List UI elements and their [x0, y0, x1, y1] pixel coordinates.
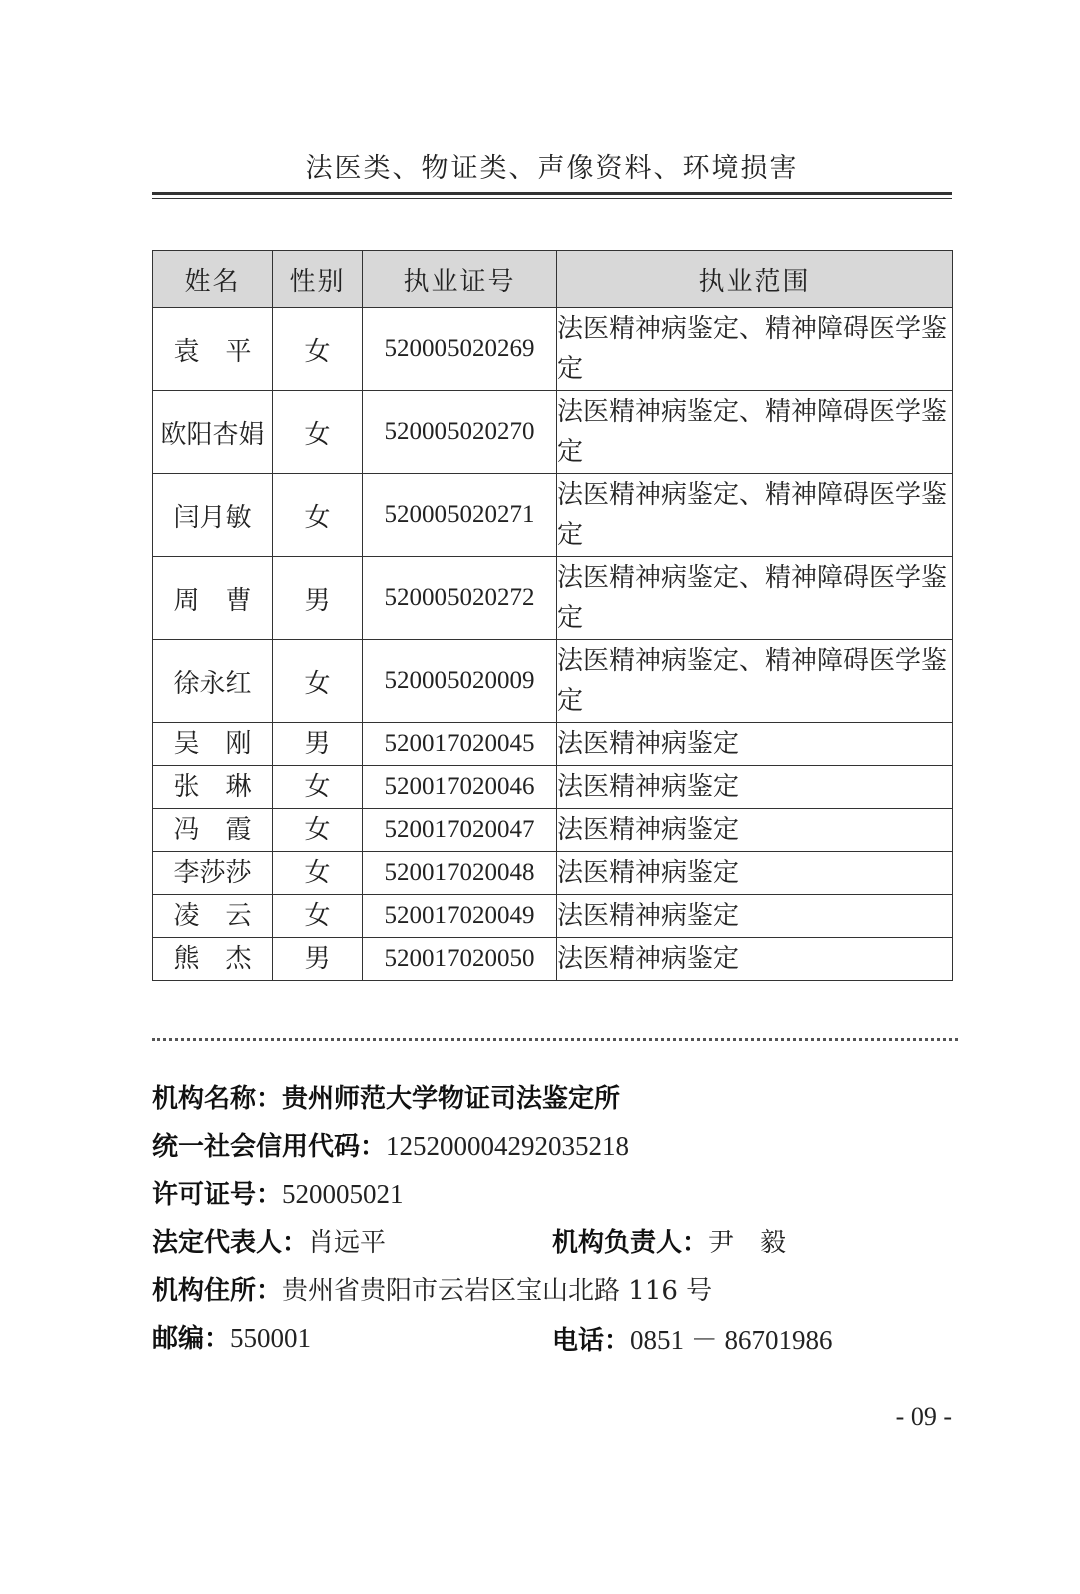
- header-rule-thin: [152, 198, 952, 199]
- head-name: 尹 毅: [708, 1228, 787, 1258]
- institution-name-label: 机构名称：: [152, 1084, 283, 1114]
- table-row: [153, 809, 953, 852]
- cell-name: 袁 平: [153, 308, 273, 391]
- cell-license: 520017020050: [363, 938, 557, 981]
- cell-license: 520005020270: [363, 391, 557, 474]
- address: 贵州省贵阳市云岩区宝山北路 116 号: [282, 1276, 713, 1306]
- cell-scope: 法医精神病鉴定、精神障碍医学鉴定: [557, 474, 953, 557]
- postcode: 550001: [230, 1323, 312, 1353]
- cell-scope: 法医精神病鉴定: [557, 938, 953, 981]
- cell-scope: 法医精神病鉴定: [557, 766, 953, 809]
- cell-gender: 男: [273, 938, 363, 981]
- postcode-line: [152, 1318, 311, 1355]
- header-rule: [152, 192, 952, 195]
- credit-code: 125200004292035218: [386, 1131, 630, 1161]
- cell-gender: 女: [273, 474, 363, 557]
- cell-name: 李莎莎: [153, 852, 273, 895]
- cell-name: 吴 刚: [153, 723, 273, 766]
- appraiser-table: [152, 250, 953, 981]
- phone-line: [552, 1318, 833, 1357]
- phone-label: 电话：: [552, 1326, 631, 1356]
- cell-name: 冯 霞: [153, 809, 273, 852]
- table-row: [153, 766, 953, 809]
- cell-gender: 女: [273, 895, 363, 938]
- table-header-row: [153, 251, 953, 308]
- legal-rep-line: [152, 1222, 386, 1259]
- cell-name: 张 琳: [153, 766, 273, 809]
- head-line: [552, 1222, 786, 1259]
- credit-code-line: [152, 1126, 629, 1163]
- cell-license: 520005020271: [363, 474, 557, 557]
- cell-license: 520017020045: [363, 723, 557, 766]
- head-label: 机构负责人：: [552, 1228, 709, 1258]
- address-label: 机构住所：: [152, 1276, 283, 1306]
- table-row: [153, 308, 953, 391]
- column-header-name: 姓名: [153, 251, 273, 308]
- cell-scope: 法医精神病鉴定、精神障碍医学鉴定: [557, 557, 953, 640]
- section-divider: [152, 1038, 958, 1041]
- cell-license: 520005020009: [363, 640, 557, 723]
- permit-label: 许可证号：: [152, 1180, 283, 1210]
- table-row: [153, 391, 953, 474]
- cell-name: 徐永红: [153, 640, 273, 723]
- legal-rep: 肖远平: [308, 1228, 387, 1258]
- permit-number: 520005021: [282, 1179, 404, 1209]
- cell-scope: 法医精神病鉴定: [557, 852, 953, 895]
- cell-license: 520017020048: [363, 852, 557, 895]
- column-header-license: 执业证号: [363, 251, 557, 308]
- cell-license: 520005020272: [363, 557, 557, 640]
- table-row: [153, 557, 953, 640]
- cell-gender: 男: [273, 723, 363, 766]
- cell-gender: 女: [273, 809, 363, 852]
- table-row: [153, 474, 953, 557]
- table-row: [153, 640, 953, 723]
- cell-gender: 女: [273, 308, 363, 391]
- institution-name-line: [152, 1078, 620, 1115]
- cell-license: 520005020269: [363, 308, 557, 391]
- cell-scope: 法医精神病鉴定、精神障碍医学鉴定: [557, 308, 953, 391]
- cell-license: 520017020046: [363, 766, 557, 809]
- cell-scope: 法医精神病鉴定、精神障碍医学鉴定: [557, 640, 953, 723]
- postcode-label: 邮编：: [152, 1324, 231, 1354]
- cell-scope: 法医精神病鉴定: [557, 895, 953, 938]
- cell-gender: 女: [273, 391, 363, 474]
- cell-gender: 男: [273, 557, 363, 640]
- running-header: 法医类、物证类、声像资料、环境损害: [305, 153, 799, 184]
- permit-line: [152, 1174, 404, 1211]
- column-header-scope: 执业范围: [557, 251, 953, 308]
- column-header-gender: 性别: [273, 251, 363, 308]
- cell-gender: 女: [273, 766, 363, 809]
- cell-scope: 法医精神病鉴定、精神障碍医学鉴定: [557, 391, 953, 474]
- table-row: [153, 723, 953, 766]
- cell-scope: 法医精神病鉴定: [557, 809, 953, 852]
- page-number: - 09 -: [895, 1402, 952, 1431]
- credit-code-label: 统一社会信用代码：: [152, 1132, 387, 1162]
- cell-license: 520017020047: [363, 809, 557, 852]
- cell-name: 欧阳杏娟: [153, 391, 273, 474]
- cell-name: 闫月敏: [153, 474, 273, 557]
- cell-gender: 女: [273, 640, 363, 723]
- cell-license: 520017020049: [363, 895, 557, 938]
- table-row: [153, 938, 953, 981]
- cell-gender: 女: [273, 852, 363, 895]
- phone: 0851 － 86701986: [630, 1325, 833, 1355]
- table-row: [153, 895, 953, 938]
- legal-rep-label: 法定代表人：: [152, 1228, 309, 1258]
- address-line: [152, 1270, 712, 1307]
- institution-name: 贵州师范大学物证司法鉴定所: [282, 1084, 621, 1114]
- cell-name: 熊 杰: [153, 938, 273, 981]
- cell-name: 周 曹: [153, 557, 273, 640]
- table-row: [153, 852, 953, 895]
- cell-scope: 法医精神病鉴定: [557, 723, 953, 766]
- cell-name: 凌 云: [153, 895, 273, 938]
